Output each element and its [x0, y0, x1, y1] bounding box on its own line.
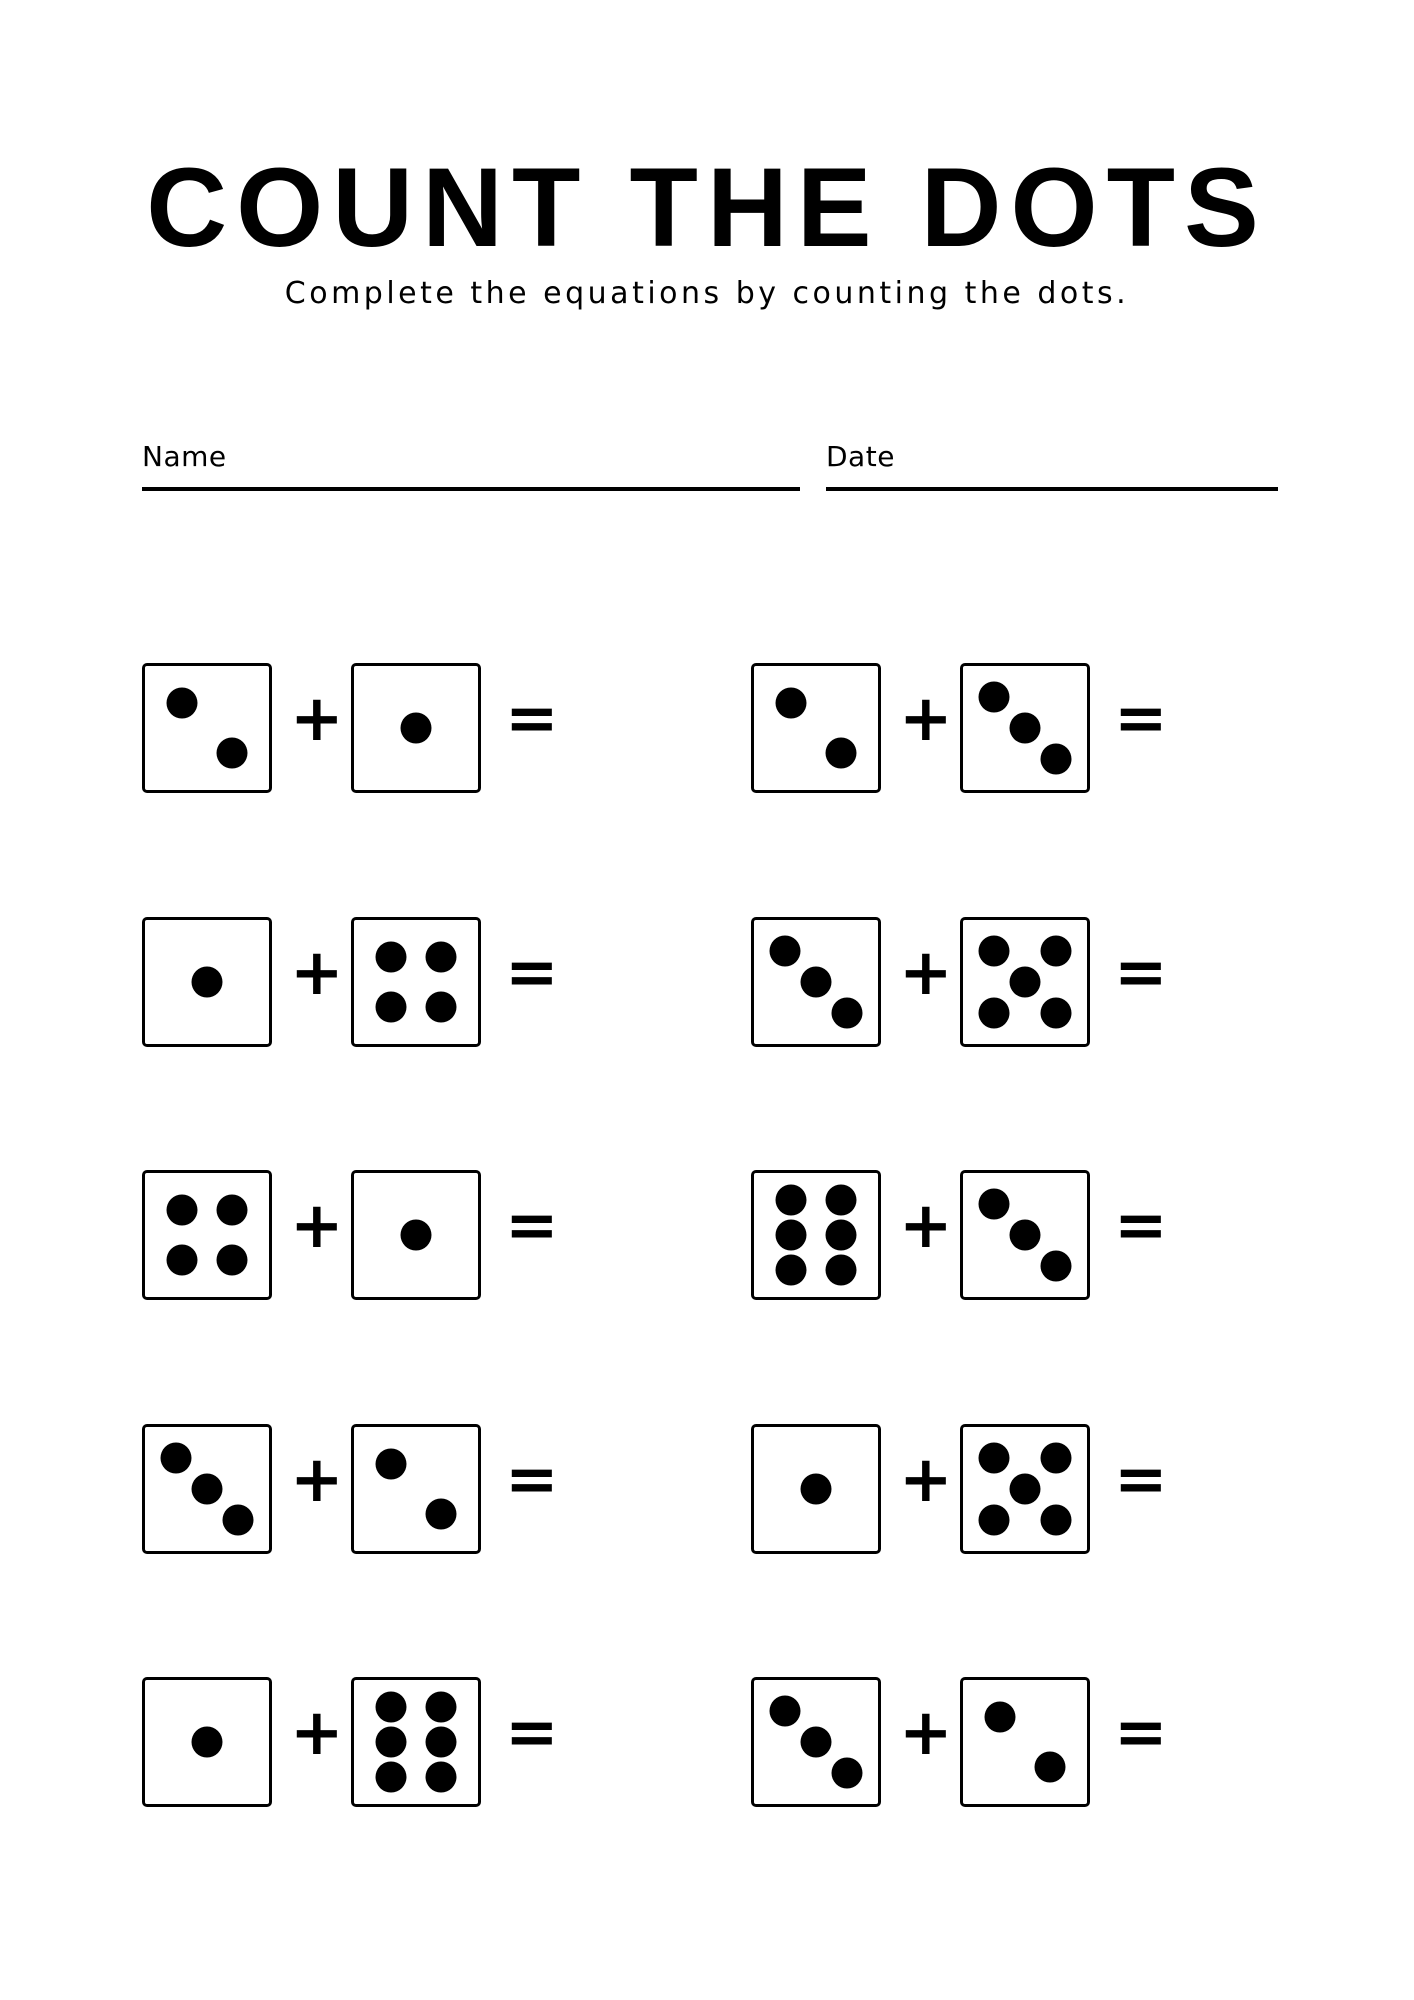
- equals-sign: =: [1114, 1189, 1168, 1263]
- dot: [776, 688, 807, 719]
- plus-sign: +: [290, 1443, 344, 1517]
- dot: [1041, 936, 1072, 967]
- dot: [425, 1727, 456, 1758]
- equation: [751, 917, 1191, 1049]
- dot: [979, 998, 1010, 1029]
- die-left: [142, 1170, 272, 1300]
- dot: [401, 1220, 432, 1251]
- dot: [770, 936, 801, 967]
- equals-sign: =: [1114, 1696, 1168, 1770]
- dot: [376, 1692, 407, 1723]
- dot: [376, 1449, 407, 1480]
- equation: [751, 663, 1191, 795]
- equation: [751, 1170, 1191, 1302]
- dot: [167, 1244, 198, 1275]
- equation: [142, 1424, 582, 1556]
- dot: [979, 1443, 1010, 1474]
- dot: [1010, 1220, 1041, 1251]
- dot: [376, 1761, 407, 1792]
- dot: [167, 688, 198, 719]
- die-right: [960, 1170, 1090, 1300]
- dot: [985, 1702, 1016, 1733]
- die-right: [351, 1170, 481, 1300]
- equation: [751, 1424, 1191, 1556]
- equation: [142, 1170, 582, 1302]
- dot: [1041, 1443, 1072, 1474]
- die-right: [960, 1677, 1090, 1807]
- equation: [751, 1677, 1191, 1809]
- die-left: [751, 1424, 881, 1554]
- equals-sign: =: [1114, 936, 1168, 1010]
- dot: [801, 1727, 832, 1758]
- plus-sign: +: [899, 936, 953, 1010]
- dot: [832, 998, 863, 1029]
- page-title: COUNT THE DOTS: [146, 145, 1268, 270]
- plus-sign: +: [290, 1189, 344, 1263]
- dot: [425, 1498, 456, 1529]
- dot: [401, 713, 432, 744]
- die-right: [960, 663, 1090, 793]
- die-left: [142, 1424, 272, 1554]
- die-left: [751, 663, 881, 793]
- die-right: [351, 663, 481, 793]
- plus-sign: +: [899, 682, 953, 756]
- plus-sign: +: [290, 682, 344, 756]
- date-field[interactable]: [826, 440, 1278, 491]
- dot: [216, 737, 247, 768]
- equation: [142, 917, 582, 1049]
- dot: [376, 942, 407, 973]
- equation: [142, 1677, 582, 1809]
- dot: [216, 1195, 247, 1226]
- dot: [801, 1474, 832, 1505]
- dot: [825, 737, 856, 768]
- date-line[interactable]: [826, 487, 1278, 491]
- dot: [979, 682, 1010, 713]
- dot: [770, 1696, 801, 1727]
- dot: [776, 1185, 807, 1216]
- die-right: [351, 1677, 481, 1807]
- dot: [832, 1758, 863, 1789]
- name-line[interactable]: [142, 487, 800, 491]
- name-field[interactable]: [142, 440, 800, 491]
- dot: [161, 1443, 192, 1474]
- dot: [376, 1727, 407, 1758]
- dot: [979, 1189, 1010, 1220]
- dot: [1010, 1474, 1041, 1505]
- dot: [425, 991, 456, 1022]
- dot: [425, 942, 456, 973]
- instructions: Complete the equations by counting the dots.: [284, 276, 1130, 311]
- dot: [979, 1505, 1010, 1536]
- plus-sign: +: [899, 1189, 953, 1263]
- die-left: [142, 663, 272, 793]
- equation: [142, 663, 582, 795]
- dot: [1041, 998, 1072, 1029]
- dot: [979, 936, 1010, 967]
- die-left: [142, 1677, 272, 1807]
- die-left: [751, 1170, 881, 1300]
- die-right: [960, 1424, 1090, 1554]
- dot: [825, 1220, 856, 1251]
- plus-sign: +: [290, 1696, 344, 1770]
- dot: [425, 1692, 456, 1723]
- equals-sign: =: [505, 1189, 559, 1263]
- dot: [825, 1185, 856, 1216]
- dot: [192, 1474, 223, 1505]
- equals-sign: =: [505, 682, 559, 756]
- die-left: [751, 1677, 881, 1807]
- equals-sign: =: [505, 936, 559, 1010]
- dot: [216, 1244, 247, 1275]
- die-left: [142, 917, 272, 1047]
- name-label: Name: [142, 440, 227, 473]
- dot: [192, 967, 223, 998]
- dot: [776, 1220, 807, 1251]
- equals-sign: =: [1114, 682, 1168, 756]
- dot: [1041, 744, 1072, 775]
- dot: [776, 1254, 807, 1285]
- equals-sign: =: [1114, 1443, 1168, 1517]
- dot: [192, 1727, 223, 1758]
- die-right: [351, 1424, 481, 1554]
- dot: [425, 1761, 456, 1792]
- plus-sign: +: [290, 936, 344, 1010]
- dot: [1010, 713, 1041, 744]
- dot: [1034, 1751, 1065, 1782]
- dot: [1041, 1251, 1072, 1282]
- dot: [825, 1254, 856, 1285]
- equals-sign: =: [505, 1443, 559, 1517]
- dot: [167, 1195, 198, 1226]
- plus-sign: +: [899, 1696, 953, 1770]
- die-left: [751, 917, 881, 1047]
- dot: [1010, 967, 1041, 998]
- dot: [223, 1505, 254, 1536]
- dot: [801, 967, 832, 998]
- dot: [1041, 1505, 1072, 1536]
- date-label: Date: [826, 440, 895, 473]
- die-right: [351, 917, 481, 1047]
- dot: [376, 991, 407, 1022]
- equals-sign: =: [505, 1696, 559, 1770]
- die-right: [960, 917, 1090, 1047]
- plus-sign: +: [899, 1443, 953, 1517]
